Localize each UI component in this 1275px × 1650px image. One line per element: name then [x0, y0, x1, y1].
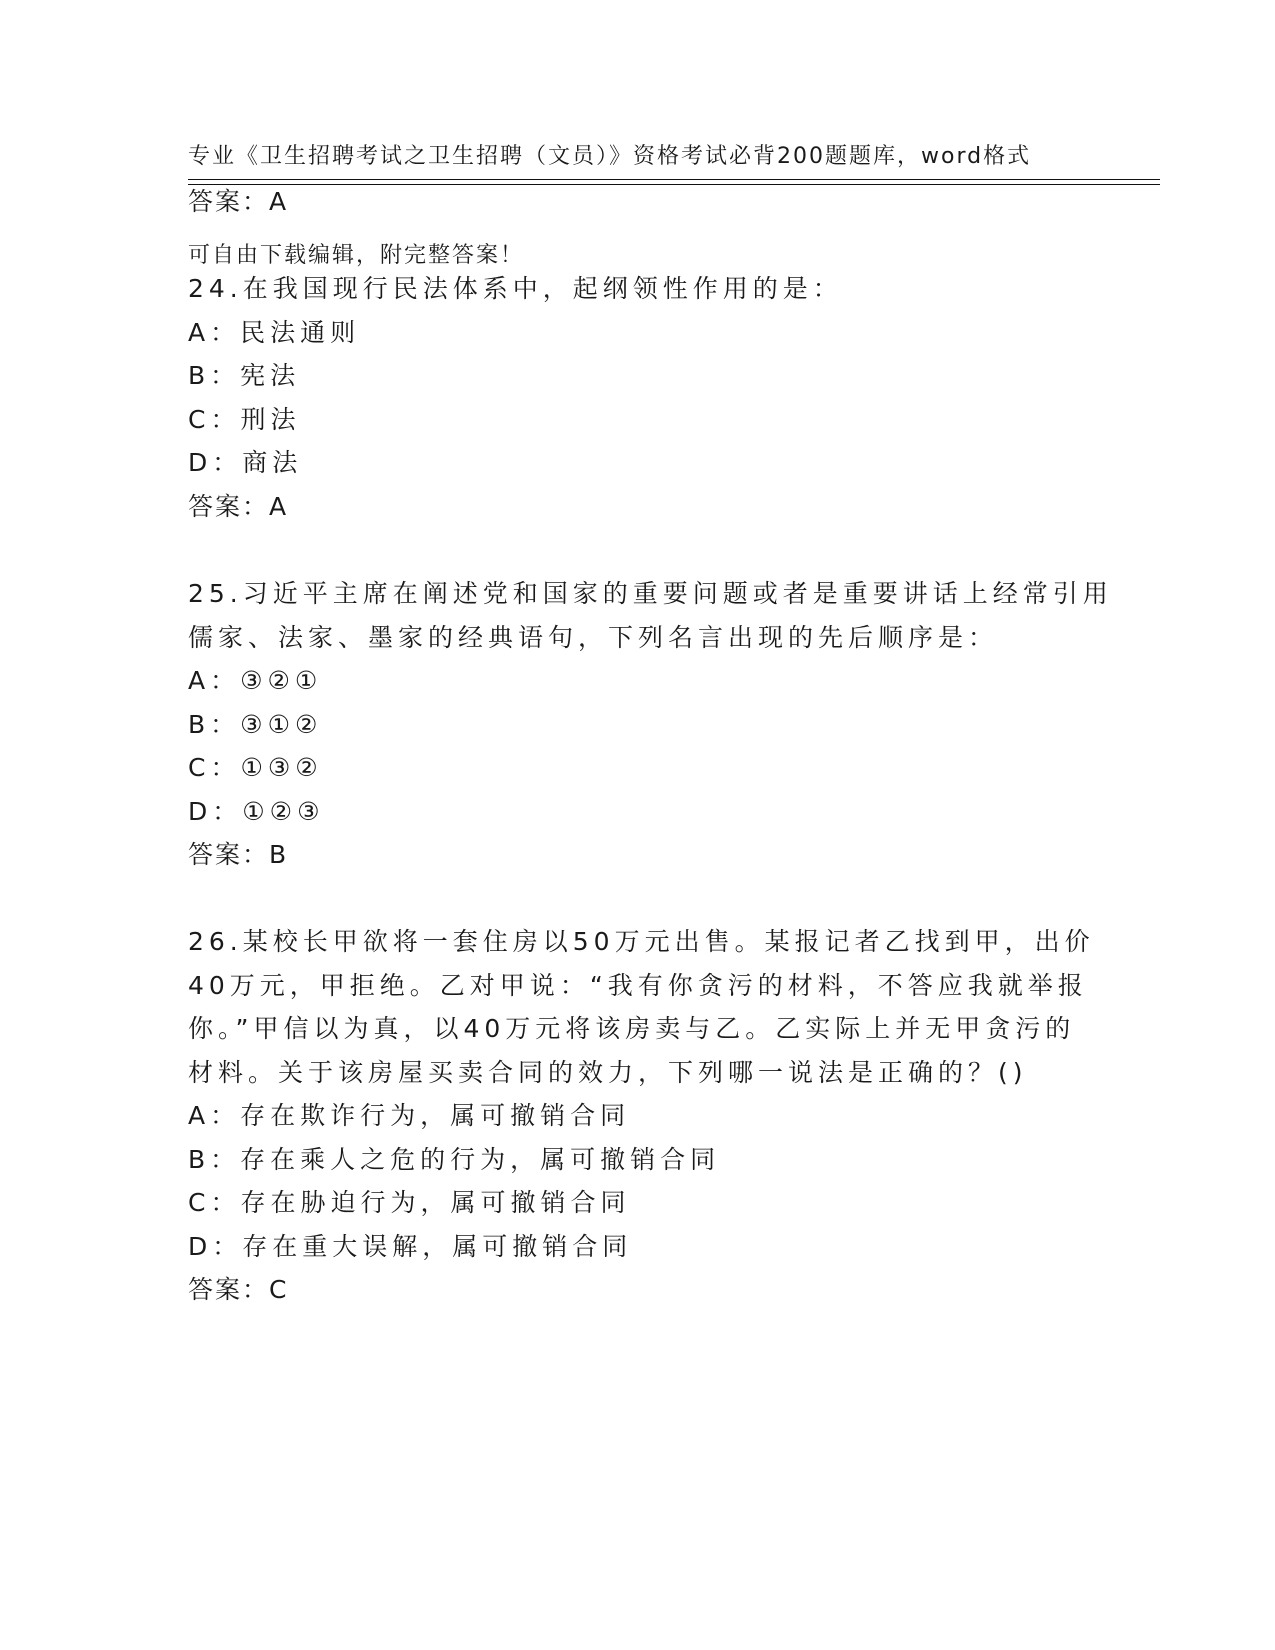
question-26-option-d: D：存在重大误解，属可撤销合同 [188, 1232, 633, 1261]
header-rule-top [188, 179, 1160, 180]
question-25-stem-line-2: 儒家、法家、墨家的经典语句，下列名言出现的先后顺序是： [188, 623, 999, 652]
header-line-1: 专业《卫生招聘考试之卫生招聘（文员）》资格考试必背200题题库，word格式 [188, 144, 1032, 169]
question-26-option-b: B：存在乘人之危的行为，属可撤销合同 [188, 1145, 721, 1174]
question-24-option-d: D：商法 [188, 448, 303, 477]
question-25-answer: 答案：B [188, 840, 289, 869]
question-24-option-c: C：刑法 [188, 405, 301, 434]
question-26-stem-line-2: 40万元，甲拒绝。乙对甲说：“我有你贪污的材料，不答应我就举报 [188, 971, 1088, 1000]
question-25-option-d: D：①②③ [188, 797, 325, 826]
question-26-stem-line-1: 26.某校长甲欲将一套住房以50万元出售。某报记者乙找到甲，出价 [188, 927, 1095, 956]
question-26-option-a: A：存在欺诈行为，属可撤销合同 [188, 1101, 631, 1130]
header-rule-bottom [188, 184, 1160, 185]
question-25-option-a: A：③②① [188, 666, 323, 695]
question-24-stem-line-1: 24.在我国现行民法体系中，起纲领性作用的是： [188, 274, 843, 303]
question-25-option-b: B：③①② [188, 710, 323, 739]
previous-answer: 答案：A [188, 187, 289, 216]
question-26-stem-line-4: 材料。关于该房屋买卖合同的效力，下列哪一说法是正确的？() [188, 1058, 1028, 1087]
question-26-answer: 答案：C [188, 1275, 289, 1304]
question-24-answer: 答案：A [188, 492, 289, 521]
header-line-2: 可自由下载编辑，附完整答案！ [188, 243, 525, 268]
question-25-option-c: C：①③② [188, 753, 323, 782]
question-25-stem-line-1: 25.习近平主席在阐述党和国家的重要问题或者是重要讲话上经常引用 [188, 579, 1113, 608]
question-26-stem-line-3: 你。”甲信以为真，以40万元将该房卖与乙。乙实际上并无甲贪污的 [188, 1014, 1076, 1043]
question-26-option-c: C：存在胁迫行为，属可撤销合同 [188, 1188, 631, 1217]
question-24-option-a: A：民法通则 [188, 318, 361, 347]
question-24-option-b: B：宪法 [188, 361, 301, 390]
